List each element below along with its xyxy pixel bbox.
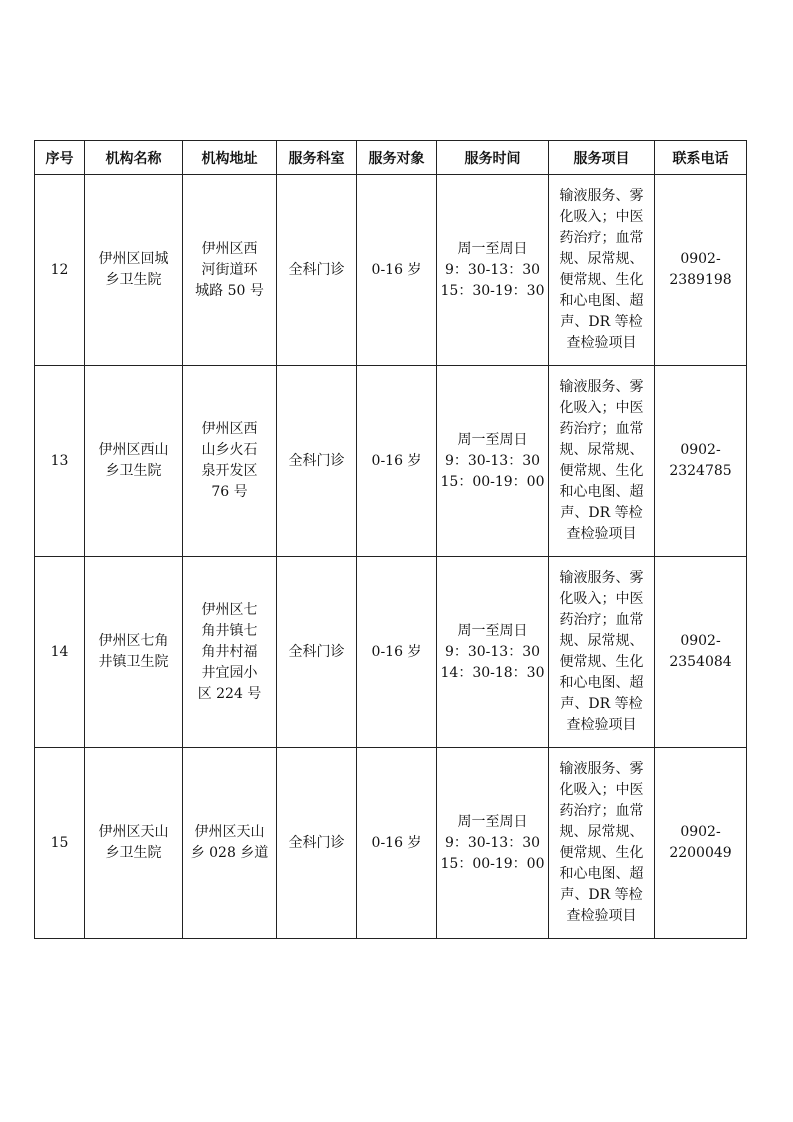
cell-time: 周一至周日 9：30-13：30 15：30-19：30 [437, 175, 549, 366]
cell-target: 0-16 岁 [357, 557, 437, 748]
table-row [35, 557, 747, 748]
cell-time: 周一至周日 9：30-13：30 14：30-18：30 [437, 557, 549, 748]
cell-name: 伊州区天山 乡卫生院 [85, 748, 183, 939]
cell-phone: 0902- 2324785 [655, 366, 747, 557]
cell-phone: 0902- 2354084 [655, 557, 747, 748]
cell-address: 伊州区西 山乡火石 泉开发区 76 号 [183, 366, 277, 557]
cell-name: 伊州区七角 井镇卫生院 [85, 557, 183, 748]
header-items: 服务项目 [549, 141, 655, 175]
header-no: 序号 [35, 141, 85, 175]
cell-phone: 0902- 2200049 [655, 748, 747, 939]
header-name: 机构名称 [85, 141, 183, 175]
cell-address: 伊州区天山 乡 028 乡道 [183, 748, 277, 939]
cell-address: 伊州区西 河街道环 城路 50 号 [183, 175, 277, 366]
cell-time: 周一至周日 9：30-13：30 15：00-19：00 [437, 748, 549, 939]
cell-time: 周一至周日 9：30-13：30 15：00-19：00 [437, 366, 549, 557]
table-row [35, 748, 747, 939]
cell-no: 13 [35, 366, 85, 557]
table-row [35, 175, 747, 366]
cell-no: 14 [35, 557, 85, 748]
cell-target: 0-16 岁 [357, 748, 437, 939]
cell-items: 输液服务、雾 化吸入；中医 药治疗；血常 规、尿常规、 便常规、生化 和心电图、超 声、DR 等检 查检验项目 [549, 748, 655, 939]
cell-name: 伊州区西山 乡卫生院 [85, 366, 183, 557]
cell-dept: 全科门诊 [277, 748, 357, 939]
table-row [35, 366, 747, 557]
cell-items: 输液服务、雾 化吸入；中医 药治疗；血常 规、尿常规、 便常规、生化 和心电图、超 声、DR 等检 查检验项目 [549, 557, 655, 748]
cell-target: 0-16 岁 [357, 175, 437, 366]
header-dept: 服务科室 [277, 141, 357, 175]
cell-dept: 全科门诊 [277, 175, 357, 366]
cell-dept: 全科门诊 [277, 366, 357, 557]
cell-target: 0-16 岁 [357, 366, 437, 557]
cell-items: 输液服务、雾 化吸入；中医 药治疗；血常 规、尿常规、 便常规、生化 和心电图、超 声、DR 等检 查检验项目 [549, 175, 655, 366]
cell-no: 12 [35, 175, 85, 366]
table-header-row [35, 141, 747, 175]
cell-items: 输液服务、雾 化吸入；中医 药治疗；血常 规、尿常规、 便常规、生化 和心电图、超 声、DR 等检 查检验项目 [549, 366, 655, 557]
header-time: 服务时间 [437, 141, 549, 175]
service-table [34, 140, 747, 939]
cell-phone: 0902- 2389198 [655, 175, 747, 366]
header-address: 机构地址 [183, 141, 277, 175]
cell-address: 伊州区七 角井镇七 角井村福 井宜园小 区 224 号 [183, 557, 277, 748]
cell-name: 伊州区回城 乡卫生院 [85, 175, 183, 366]
header-target: 服务对象 [357, 141, 437, 175]
cell-no: 15 [35, 748, 85, 939]
header-phone: 联系电话 [655, 141, 747, 175]
cell-dept: 全科门诊 [277, 557, 357, 748]
